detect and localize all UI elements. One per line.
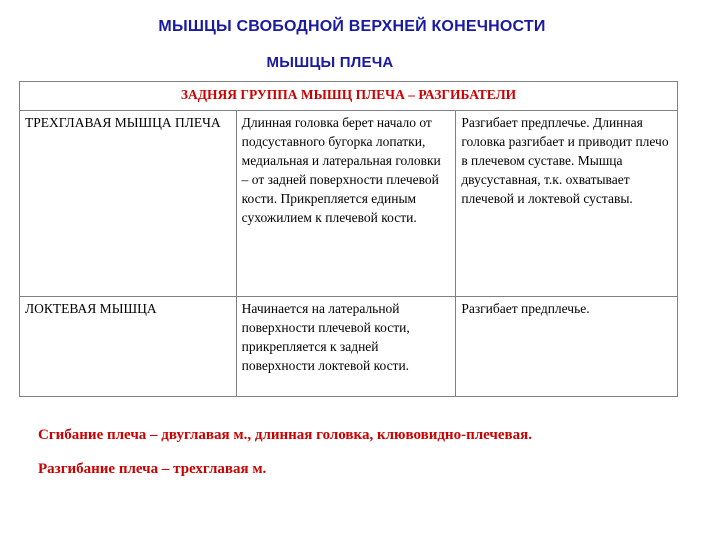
origin-cell: Длинная головка берет начало от подсуставного бугорка лопатки, медиальная и латеральная головки – от задней поверхности плечевой кости. Прикрепляется единым сухожилием к плечевой кости. — [236, 111, 456, 297]
flexion-note: Сгибание плеча – двуглавая м., длинная головка, клювовидно-плечевая. — [38, 427, 532, 443]
page-subtitle: МЫШЦЫ ПЛЕЧА — [266, 54, 394, 71]
function-cell: Разгибает предплечье. — [456, 297, 678, 397]
table-header: ЗАДНЯЯ ГРУППА МЫШЦ ПЛЕЧА – РАЗГИБАТЕЛИ — [20, 82, 678, 111]
extension-note: Разгибание плеча – трехглавая м. — [38, 461, 267, 477]
table-row — [20, 297, 678, 397]
muscle-name-cell: ТРЕХГЛАВАЯ МЫШЦА ПЛЕЧА — [20, 111, 237, 297]
muscle-table — [19, 81, 678, 397]
origin-cell: Начинается на латеральной поверхности плечевой кости, прикрепляется к задней поверхности локтевой кости. — [236, 297, 456, 397]
muscle-name-cell: ЛОКТЕВАЯ МЫШЦА — [20, 297, 237, 397]
table-header-row — [20, 82, 678, 111]
function-cell: Разгибает предплечье. Длинная головка разгибает и приводит плечо в плечевом суставе. Мышца двусуставная, т.к. охватывает плечевой и локтевой суставы. — [456, 111, 678, 297]
table-row — [20, 111, 678, 297]
page-title: МЫШЦЫ СВОБОДНОЙ ВЕРХНЕЙ КОНЕЧНОСТИ — [158, 18, 546, 35]
